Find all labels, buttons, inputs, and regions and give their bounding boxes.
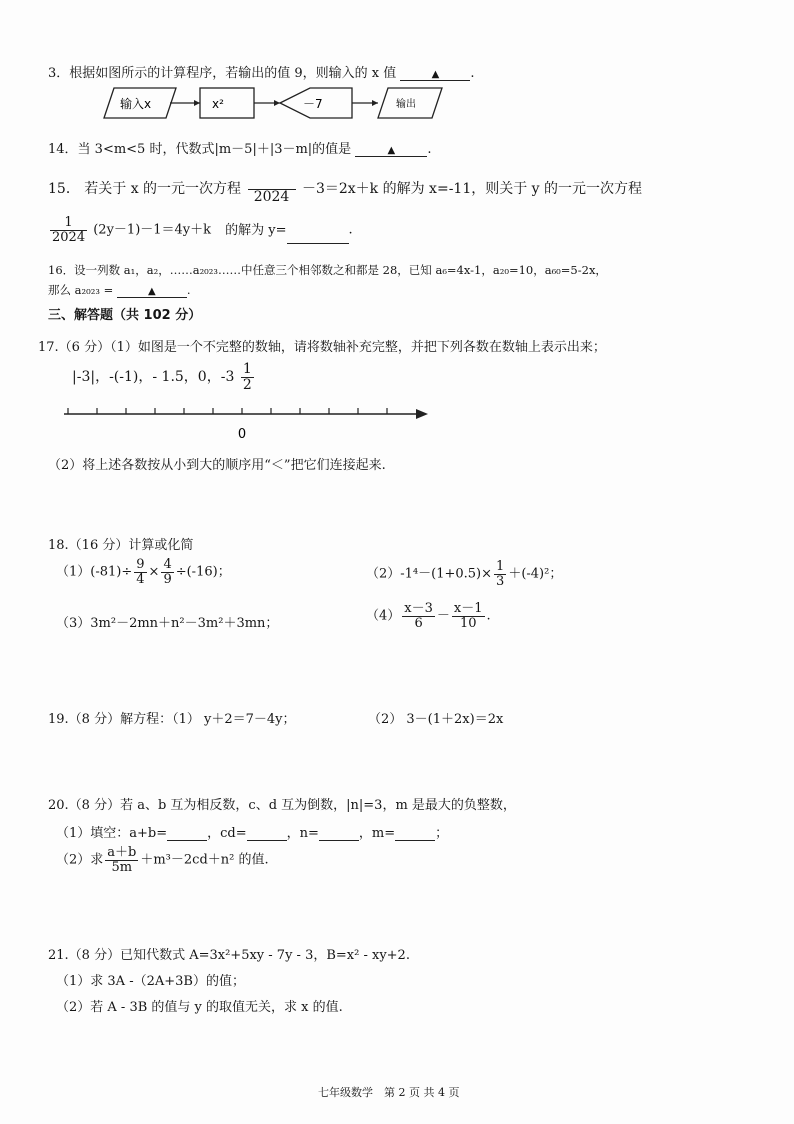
q20-blank-cd[interactable] bbox=[247, 840, 287, 841]
q15-end: . bbox=[348, 222, 353, 238]
q16-mark: ▲ bbox=[148, 286, 156, 297]
q18-p4-end: . bbox=[486, 608, 491, 624]
q17-numbers bbox=[72, 362, 256, 392]
q18-part3: （3）3m²－2mn＋n²－3m²＋3mn； bbox=[56, 616, 279, 631]
q14-mark: ▲ bbox=[387, 145, 396, 156]
q18-p1-frac2 bbox=[161, 558, 173, 586]
q17-mixed-den: 2 bbox=[242, 376, 252, 393]
q19-part2: （2） 3－(1＋2x)＝2x bbox=[368, 712, 504, 727]
flow-arrowhead-1 bbox=[194, 100, 200, 106]
question-14: 14．当 3<m<5 时，代数式|m－5|＋|3－m|的值是 ▲ . bbox=[48, 142, 432, 157]
section-3-title: 三、解答题（共 102 分） bbox=[48, 308, 202, 323]
flow-output-label: 输出 bbox=[396, 99, 416, 110]
flow-square-label: x² bbox=[212, 97, 224, 111]
q15-fraction bbox=[248, 174, 296, 204]
number-line-arrow bbox=[416, 409, 428, 419]
q20-label-cd: ，cd= bbox=[207, 826, 247, 841]
q20-end: ； bbox=[435, 826, 449, 841]
q20-p2-frac bbox=[105, 846, 138, 874]
q16-answer-blank[interactable] bbox=[117, 286, 187, 298]
q20-label-m: ，m= bbox=[358, 826, 396, 841]
q21-part1: （1）求 3A -（2A+3B）的值； bbox=[56, 974, 245, 989]
q17-mixed-num: 1 bbox=[242, 361, 252, 377]
number-line-ticks bbox=[68, 408, 387, 414]
q15-answer-blank[interactable] bbox=[287, 243, 349, 244]
q18-p1-b: ÷(-16)； bbox=[175, 564, 231, 580]
q16-end: . bbox=[186, 283, 191, 297]
question-15-line2 bbox=[48, 216, 353, 244]
q18-p1-frac1-num: 9 bbox=[136, 557, 145, 572]
q20-p2-b: ＋m³－2cd＋n² 的值. bbox=[140, 852, 269, 868]
q15-eq2: (2y－1)－1＝4y＋k bbox=[93, 222, 212, 238]
q18-part2 bbox=[366, 560, 562, 588]
number-line[interactable] bbox=[60, 402, 440, 442]
q14-answer-blank[interactable] bbox=[355, 145, 427, 157]
q20-blank-n[interactable] bbox=[319, 840, 359, 841]
q15-lead: 15． 若关于 x 的一元一次方程 bbox=[48, 181, 242, 198]
page-footer: 七年级数学 第 2 页 共 4 页 bbox=[318, 1086, 460, 1099]
q18-p1-frac2-den: 9 bbox=[163, 571, 172, 587]
q15-eq2-num: 1 bbox=[50, 216, 87, 231]
q17-mixed-fraction bbox=[241, 362, 254, 392]
flow-minus-label: －7 bbox=[303, 97, 323, 111]
q18-p1-times: × bbox=[148, 564, 160, 580]
flow-square-box bbox=[200, 88, 254, 118]
q20-p2-frac-den: 5m bbox=[111, 859, 133, 875]
q17-part2: （2）将上述各数按从小到大的顺序用“＜”把它们连接起来. bbox=[48, 458, 386, 473]
q18-title: 18.（16 分）计算或化简 bbox=[48, 538, 194, 553]
q17-number-list: |-3|，-(-1)，- 1.5，0，-3 bbox=[72, 369, 235, 386]
question-16 bbox=[48, 262, 607, 278]
q15-tail: 的解为 y= bbox=[225, 222, 287, 238]
q18-p2-frac-den: 3 bbox=[496, 573, 505, 589]
question-13: 3．根据如图所示的计算程序，若输出的值 9，则输入的 x 值 ▲ . bbox=[48, 66, 475, 81]
q18-p2-frac-num: 1 bbox=[496, 559, 505, 574]
q20-blank-m[interactable] bbox=[395, 840, 435, 841]
q20-p2-frac-num: a＋b bbox=[107, 845, 137, 860]
q15-eq2-den: 2024 bbox=[52, 229, 86, 245]
q20-label-a: （1）填空：a+b= bbox=[56, 826, 168, 841]
q15-fraction-den: 2024 bbox=[253, 188, 290, 205]
q20-part1 bbox=[56, 822, 448, 841]
q21-part2: （2）若 A - 3B 的值与 y 的取值无关，求 x 的值. bbox=[56, 1000, 343, 1015]
q18-p4-a: （4） bbox=[366, 608, 401, 624]
question-15 bbox=[48, 174, 642, 204]
q18-p1-a: （1）(-81)÷ bbox=[56, 564, 133, 580]
q20-label-n: ，n= bbox=[286, 826, 319, 841]
q20-p2-a: （2）求 bbox=[56, 852, 104, 868]
q16-text2: 那么 a₂₀₂₃ = bbox=[48, 283, 114, 297]
number-line-zero-label: 0 bbox=[237, 427, 247, 442]
q20-part2 bbox=[56, 846, 269, 874]
q21-title: 21.（8 分）已知代数式 A=3x²+5xy - 7y - 3，B=x² - xy+2. bbox=[48, 948, 410, 963]
flow-input-label: 输入x bbox=[120, 97, 152, 111]
q18-p4-minus: － bbox=[436, 608, 450, 624]
q13-flowchart bbox=[100, 84, 460, 124]
q14-text: 14．当 3<m<5 时，代数式|m－5|＋|3－m|的值是 bbox=[48, 142, 352, 157]
q19-title: 19.（8 分）解方程：（1） y＋2＝7－4y； bbox=[48, 712, 296, 727]
q20-title: 20.（8 分）若 a、b 互为相反数，c、d 互为倒数，|n|=3，m 是最大的负整数， bbox=[48, 798, 516, 813]
q18-p2-a: （2）-1⁴－(1+0.5)× bbox=[366, 566, 493, 582]
q18-part1 bbox=[56, 558, 231, 586]
q18-p2-b: ＋(-4)²； bbox=[508, 566, 563, 582]
q18-p4-frac2-num: x－1 bbox=[453, 601, 483, 616]
flow-arrowhead-3 bbox=[372, 100, 378, 106]
q18-p4-frac2-den: 10 bbox=[459, 615, 477, 631]
q16-text: 16．设一列数 a₁，a₂，……a₂₀₂₃……中任意三个相邻数之和都是 28，已知 a₆=4x-1，a₂₀=10，a₆₀=5-2x， bbox=[48, 263, 607, 277]
q17-title: 17.（6 分）（1）如图是一个不完整的数轴，请将数轴补充完整，并把下列各数在数轴上表示出来； bbox=[38, 340, 606, 355]
q18-p2-frac bbox=[494, 560, 506, 588]
q18-p1-frac1 bbox=[134, 558, 146, 586]
q18-p1-frac2-num: 4 bbox=[163, 557, 172, 572]
q13-mark: ▲ bbox=[431, 69, 440, 80]
q20-blank-a-plus-b[interactable] bbox=[167, 840, 207, 841]
q18-p1-frac1-den: 4 bbox=[136, 571, 145, 587]
q18-part4 bbox=[366, 602, 491, 630]
q15-eq2-fraction bbox=[50, 216, 87, 244]
q15-mid: －3＝2x＋k 的解为 x=-11，则关于 y 的一元一次方程 bbox=[301, 181, 643, 198]
q18-p4-frac1 bbox=[402, 602, 435, 630]
question-16-line2 bbox=[48, 282, 191, 298]
q18-p4-frac1-den: 6 bbox=[414, 615, 423, 631]
q18-p4-frac2 bbox=[452, 602, 485, 630]
q13-text: 3．根据如图所示的计算程序，若输出的值 9，则输入的 x 值 bbox=[48, 66, 397, 81]
q13-answer-blank[interactable] bbox=[400, 69, 470, 81]
q18-p4-frac1-num: x－3 bbox=[404, 601, 433, 616]
